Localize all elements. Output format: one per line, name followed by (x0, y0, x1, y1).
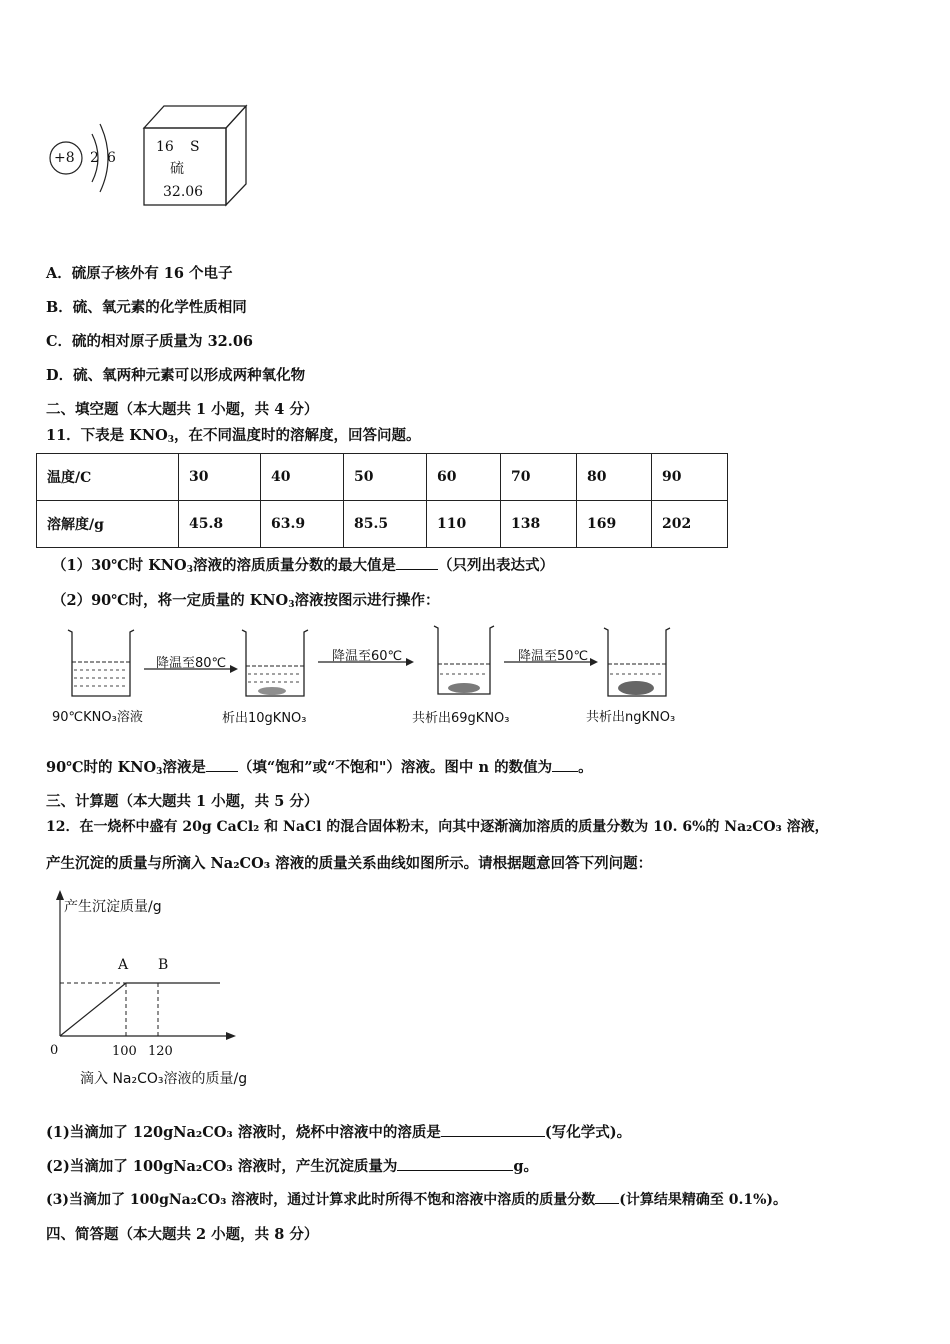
element-number: 16 (156, 139, 174, 155)
table-cell: 90 (652, 454, 728, 501)
question-11-part2: （2）90℃时，将一定质量的 $KNO_3$溶液按图示进行操作： (52, 592, 440, 610)
table-cell: 30 (179, 454, 261, 501)
answer-blank[interactable] (595, 1191, 619, 1204)
question-12-line2: 产生沉淀的质量与所滴入 Na₂CO₃ 溶液的质量关系曲线如图所示。请根据题意回答下列问题： (46, 855, 653, 872)
table-cell: 63.9 (261, 501, 344, 548)
section3-heading: 三、计算题（本大题共 1 小题，共 5 分） (46, 793, 319, 810)
question-12-part2: (2)当滴加了 100gNa₂CO₃ 溶液时，产生沉淀质量为 g。 (46, 1158, 538, 1175)
arrow-3-label: 降温至50℃ (518, 649, 589, 664)
point-a-label: A (118, 957, 129, 973)
x-axis-label: 滴入 Na₂CO₃溶液的质量/g (80, 1071, 248, 1087)
arrow-1-label: 降温至80℃ (156, 656, 227, 671)
answer-blank[interactable] (552, 759, 578, 772)
table-cell: 138 (501, 501, 577, 548)
option-b: B．硫、氧元素的化学性质相同 (46, 299, 247, 316)
element-name: 硫 (170, 161, 184, 177)
table-cell: 40 (261, 454, 344, 501)
rising-line (60, 983, 126, 1036)
option-a: A．硫原子核外有 16 个电子 (46, 265, 233, 282)
question-11-stem: 11．下表是 $KNO_3$，在不同温度时的溶解度，回答问题。 (46, 427, 421, 445)
beaker-2-label: 析出10gKNO₃ (222, 711, 307, 726)
question-11-part3: 90℃时的 $KNO_3$溶液是 （填“饱和”或“不饱和"）溶液。图中 n 的数值为 。 (46, 759, 593, 777)
origin-label: 0 (50, 1043, 59, 1058)
shell1-electrons: 2 (90, 150, 99, 166)
answer-blank[interactable] (396, 557, 438, 570)
nucleus-charge: +8 (54, 150, 75, 166)
beaker-1 (68, 630, 134, 696)
answer-blank[interactable] (441, 1124, 545, 1137)
element-symbol: S (190, 139, 200, 155)
table-cell: 45.8 (179, 501, 261, 548)
shell2-electrons: 6 (107, 150, 116, 166)
table-row (37, 454, 728, 501)
table-cell: 80 (577, 454, 652, 501)
table-cell: 202 (652, 501, 728, 548)
table-cell: 50 (344, 454, 427, 501)
solubility-table (36, 453, 728, 548)
beaker-4 (604, 628, 670, 696)
point-b-label: B (158, 957, 169, 973)
table-cell: 70 (501, 454, 577, 501)
table-cell: 110 (427, 501, 501, 548)
table-row (37, 501, 728, 548)
beaker-2 (242, 630, 308, 696)
answer-blank[interactable] (397, 1158, 513, 1171)
beaker-3 (434, 626, 494, 694)
table-cell: 温度/C (37, 454, 179, 501)
beaker-4-label: 共析出ngKNO₃ (586, 710, 676, 725)
table-cell: 60 (427, 454, 501, 501)
table-cell: 169 (577, 501, 652, 548)
answer-blank[interactable] (206, 759, 238, 772)
option-d: D．硫、氧两种元素可以形成两种氧化物 (46, 367, 306, 384)
beaker-3-label: 共析出69gKNO₃ (412, 711, 510, 726)
question-12-part1: (1)当滴加了 120gNa₂CO₃ 溶液时，烧杯中溶液中的溶质是 (写化学式)。 (46, 1124, 632, 1141)
beaker-1-label: 90℃KNO₃溶液 (52, 710, 143, 725)
element-mass: 32.06 (163, 184, 204, 200)
question-11-part1: （1）30℃时 $KNO_3$溶液的溶质质量分数的最大值是 （只列出表达式） (52, 557, 554, 575)
option-c: C．硫的相对原子质量为 32.06 (46, 333, 253, 350)
arrow-2-label: 降温至60℃ (332, 649, 403, 664)
y-axis-label: 产生沉淀质量/g (64, 899, 162, 915)
section4-heading: 四、简答题（本大题共 2 小题，共 8 分） (46, 1226, 319, 1243)
tick-100-label: 100 (112, 1044, 137, 1059)
tick-120-label: 120 (148, 1044, 173, 1059)
section2-heading: 二、填空题（本大题共 1 小题，共 4 分） (46, 401, 319, 418)
table-cell: 85.5 (344, 501, 427, 548)
question-12-part3: (3)当滴加了 100gNa₂CO₃ 溶液时，通过计算求此时所得不饱和溶液中溶质的质量分数 (计算结果精确至 0.1%)。 (46, 1192, 787, 1208)
table-cell: 溶解度/g (37, 501, 179, 548)
question-12-line1: 12．在一烧杯中盛有 20g CaCl₂ 和 NaCl 的混合固体粉末，向其中逐渐滴加溶质的质量分数为 10. 6%的 Na₂CO₃ 溶液， (46, 819, 829, 835)
